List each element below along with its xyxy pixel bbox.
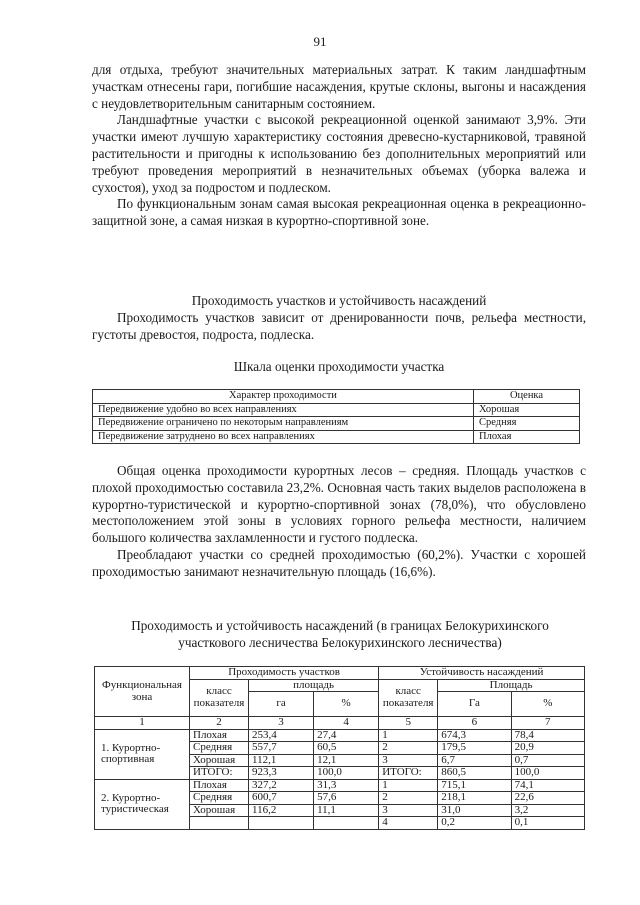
table-cell: ИТОГО:	[379, 767, 438, 780]
table-row	[95, 667, 585, 680]
table-header: класс показателя	[379, 679, 438, 717]
table-row	[95, 729, 585, 742]
table-cell: Передвижение ограничено по некоторым направлениям	[93, 417, 474, 431]
paragraph-3: По функциональным зонам самая высокая рекреационная оценка в рекреационно-защитной зоне, а самая низкая в курортно-спортивной зоне.	[92, 196, 586, 229]
paragraph-5: Преобладают участки со средней проходимостью (60,2%). Участки с хорошей проходимостью занимают незначительную площадь (16,6%).	[92, 546, 586, 579]
table-cell: Средняя	[190, 742, 249, 755]
table-cell: 2	[379, 742, 438, 755]
table-cell: 74,1	[511, 779, 584, 792]
table-cell: 6,7	[438, 754, 511, 767]
column-number: 2	[190, 717, 249, 730]
table-cell: 674,3	[438, 729, 511, 742]
table-header: Оценка	[474, 390, 580, 404]
table-header: Га	[438, 692, 511, 717]
table-row	[93, 403, 580, 417]
section-paragraph: Проходимость участков зависит от дренированности почв, рельефа местности, густоты древостоя, подроста, подлеска.	[92, 310, 586, 342]
table-cell: 3	[379, 754, 438, 767]
column-number: 5	[379, 717, 438, 730]
table-cell: 12,1	[314, 754, 379, 767]
table-cell: 1	[379, 729, 438, 742]
table-cell: 1	[379, 779, 438, 792]
table-row	[93, 417, 580, 431]
column-number: 1	[95, 717, 190, 730]
paragraph-4: Общая оценка проходимости курортных лесов – средняя. Площадь участков с плохой проходимостью составила 23,2%. Основная часть таких выделов расположена в курортно-туристической и курортно-спортивной зонах (78,0%), что обусловлено местоположением этой зоны в условиях горного рельефа местности, наличием большого количества захламленности и густого подлеска.	[92, 463, 586, 546]
table-cell: 112,1	[249, 754, 314, 767]
table-cell	[249, 817, 314, 830]
table-cell	[190, 817, 249, 830]
table-cell: 31,3	[314, 779, 379, 792]
table-header: Проходимость участков	[190, 667, 379, 680]
table-header: га	[249, 692, 314, 717]
table-cell: 179,5	[438, 742, 511, 755]
table-cell: Передвижение удобно во всех направлениях	[93, 403, 474, 417]
table-cell: 116,2	[249, 804, 314, 817]
table-header: Площадь	[438, 679, 585, 692]
table-cell: 3	[379, 804, 438, 817]
table-row	[95, 779, 585, 792]
table-cell: 2	[379, 792, 438, 805]
table-cell: 0,7	[511, 754, 584, 767]
column-number: 3	[249, 717, 314, 730]
table-cell: 11,1	[314, 804, 379, 817]
table-cell: 31,0	[438, 804, 511, 817]
section-text	[92, 310, 586, 344]
table-cell: 27,4	[314, 729, 379, 742]
column-number: 4	[314, 717, 379, 730]
table-cell: 923,3	[249, 767, 314, 780]
table-cell: 253,4	[249, 729, 314, 742]
table-cell: Средняя	[474, 417, 580, 431]
table-cell: 100,0	[314, 767, 379, 780]
table-cell: 860,5	[438, 767, 511, 780]
table-header: площадь	[249, 679, 379, 692]
table-cell: 60,5	[314, 742, 379, 755]
zone-name: 1. Курортно-спортивная	[95, 729, 190, 779]
scale-table	[92, 389, 580, 444]
table-header: %	[511, 692, 584, 717]
scale-table-caption: Шкала оценки проходимости участка	[233, 359, 445, 374]
table-cell: 22,6	[511, 792, 584, 805]
table-cell: 3,2	[511, 804, 584, 817]
table-cell: 57,6	[314, 792, 379, 805]
table-cell: Плохая	[474, 430, 580, 444]
table-cell: Плохая	[190, 779, 249, 792]
table-cell: 327,2	[249, 779, 314, 792]
table-cell: Передвижение затруднено во всех направлениях	[93, 430, 474, 444]
table-cell: Хорошая	[474, 403, 580, 417]
table-cell: 600,7	[249, 792, 314, 805]
table-cell	[314, 817, 379, 830]
table-row	[95, 717, 585, 730]
table-cell: 78,4	[511, 729, 584, 742]
passability-stability-table	[94, 666, 585, 830]
middle-text	[92, 463, 586, 581]
column-number: 6	[438, 717, 511, 730]
table-header: Функциональная зона	[95, 667, 190, 717]
table-header: Характер проходимости	[93, 390, 474, 404]
table-header: %	[314, 692, 379, 717]
table-cell: 557,7	[249, 742, 314, 755]
table-cell: 100,0	[511, 767, 584, 780]
table-cell: Хорошая	[190, 804, 249, 817]
table-cell: 715,1	[438, 779, 511, 792]
paragraph-1: для отдыха, требуют значительных материальных затрат. К таким ландшафтным участкам отнесены гари, погибшие насаждения, крутые склоны, выгоны и насаждения с неудовлетворительным санитарным состоянием.	[92, 62, 586, 111]
paragraph-2: Ландшафтные участки с высокой рекреационной оценкой занимают 3,9%. Эти участки имеют лучшую характеристику состояния древесно-кустарниковой, травяной растительности и пригодны к использованию без дополнительных мероприятий или требуют проведения мероприятий в незначительных объемах (уборка валежа и сухостоя), уход за подростом и подлеском.	[92, 112, 586, 195]
table-row	[93, 430, 580, 444]
table-cell: 20,9	[511, 742, 584, 755]
table-cell: 0,1	[511, 817, 584, 830]
table-cell: 4	[379, 817, 438, 830]
section-heading: Проходимость участков и устойчивость насаждений	[191, 293, 487, 308]
zone-name: 2. Курортно-туристическая	[95, 779, 190, 829]
table-cell: Хорошая	[190, 754, 249, 767]
table-header: Устойчивость насаждений	[379, 667, 585, 680]
page-number: 91	[313, 34, 327, 49]
intro-text	[92, 62, 586, 230]
table-cell: 0,2	[438, 817, 511, 830]
main-table-caption: Проходимость и устойчивость насаждений (в границах Белокурихинского участкового лесничества Белокурихинского лесничества)	[131, 618, 549, 650]
column-number: 7	[511, 717, 584, 730]
table-cell: ИТОГО:	[190, 767, 249, 780]
table-row	[93, 390, 580, 404]
table-cell: 218,1	[438, 792, 511, 805]
table-cell: Плохая	[190, 729, 249, 742]
table-header: класс показателя	[190, 679, 249, 717]
table-cell: Средняя	[190, 792, 249, 805]
